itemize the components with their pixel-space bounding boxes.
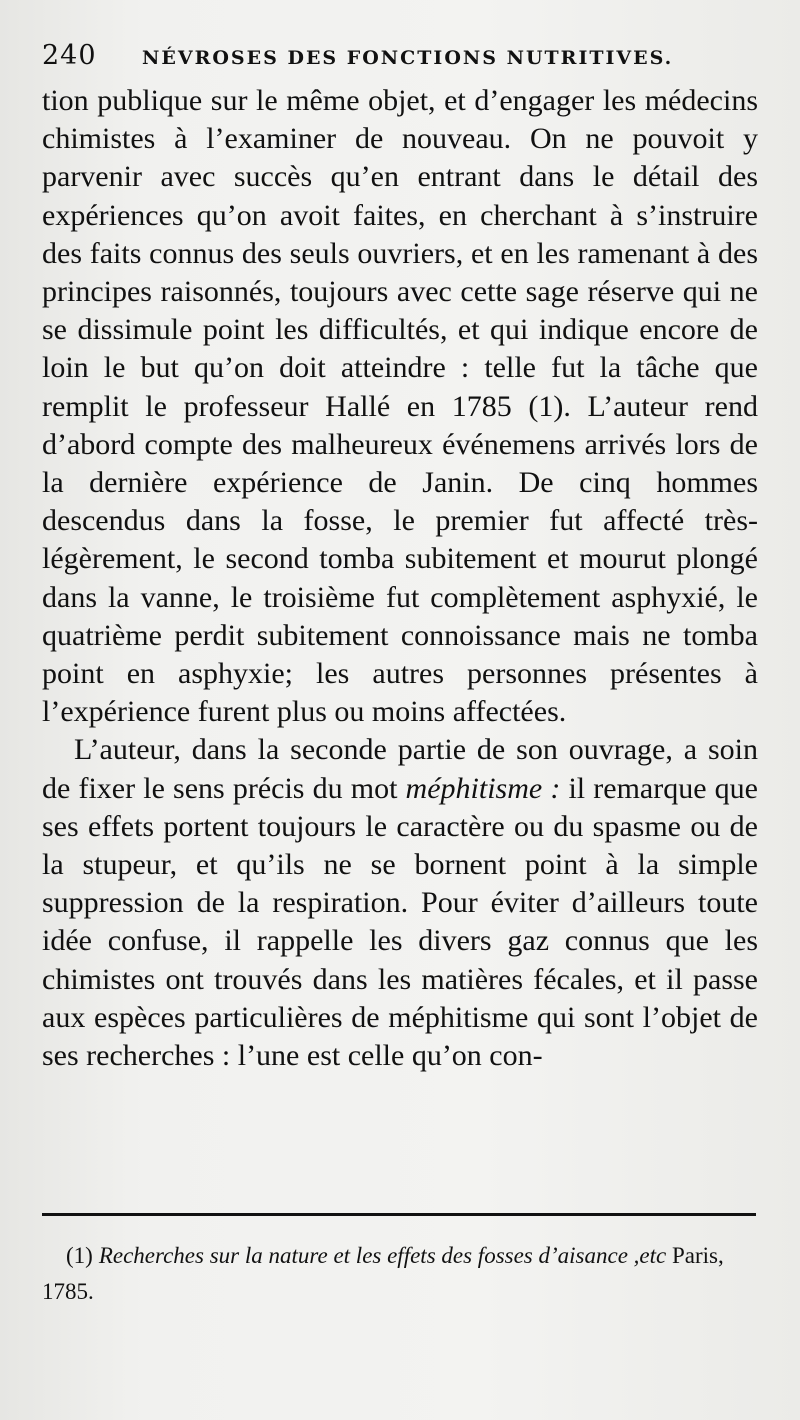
paragraph-2-italic-term: méphitisme : (405, 771, 561, 805)
footnote-title: Recherches sur la nature et les effets des fosses d’aisance ,etc (98, 1243, 667, 1268)
paragraph-2 (42, 731, 758, 1075)
page-header (42, 40, 762, 80)
footnote-publication: Paris, 1785. (42, 1243, 724, 1304)
footnote-divider (42, 1213, 756, 1216)
paragraph-2-text-b: il remarque que ses effets portent toujours le caractère ou du spasme ou de la stupeur, et qu’ils ne se bornent point à la simple suppression de la respiration. Pour éviter d’ailleurs toute idée confuse, il rappelle les divers gaz connus que les chimistes ont trouvés dans les matières fécales, et il passe aux espèces particulières de méphitisme qui sont l’objet de ses recherches : l’une est celle qu’on con- (42, 771, 758, 1073)
running-head: NÉVROSES DES FONCTIONS NUTRITIVES. (142, 47, 674, 69)
body-text (42, 82, 758, 1075)
paragraph-1: tion publique sur le même objet, et d’engager les médecins chimistes à l’examiner de nouveau. On ne pouvoit y parvenir avec succès qu’en entrant dans le détail des expériences qu’on avoit faites, en cherchant à s’instruire des faits connus des seuls ouvriers, et en les ramenant à des principes raisonnés, toujours avec cette sage réserve qui ne se dissimule point les difficultés, et qui indique encore de loin le but qu’on doit atteindre : telle fut la tâche que remplit le professeur Hallé en 1785 (1). L’auteur rend d’abord compte des malheureux événemens arrivés lors de la dernière expérience de Janin. De cinq hommes descendus dans la fosse, le premier fut affecté très-légèrement, le second tomba subitement et mourut plongé dans la vanne, le troisième fut complètement asphyxié, le quatrième perdit subitement connoissance mais ne tomba point en asphyxie; les autres personnes présentes à l’expérience furent plus ou moins affectées. (42, 84, 758, 729)
page-number: 240 (42, 40, 97, 71)
footnote (42, 1238, 758, 1310)
footnote-marker: (1) (66, 1243, 93, 1268)
paragraph-2-text-a: L’auteur, dans la seconde partie de son ouvrage, a soin de fixer le sens précis du mot (42, 733, 758, 805)
